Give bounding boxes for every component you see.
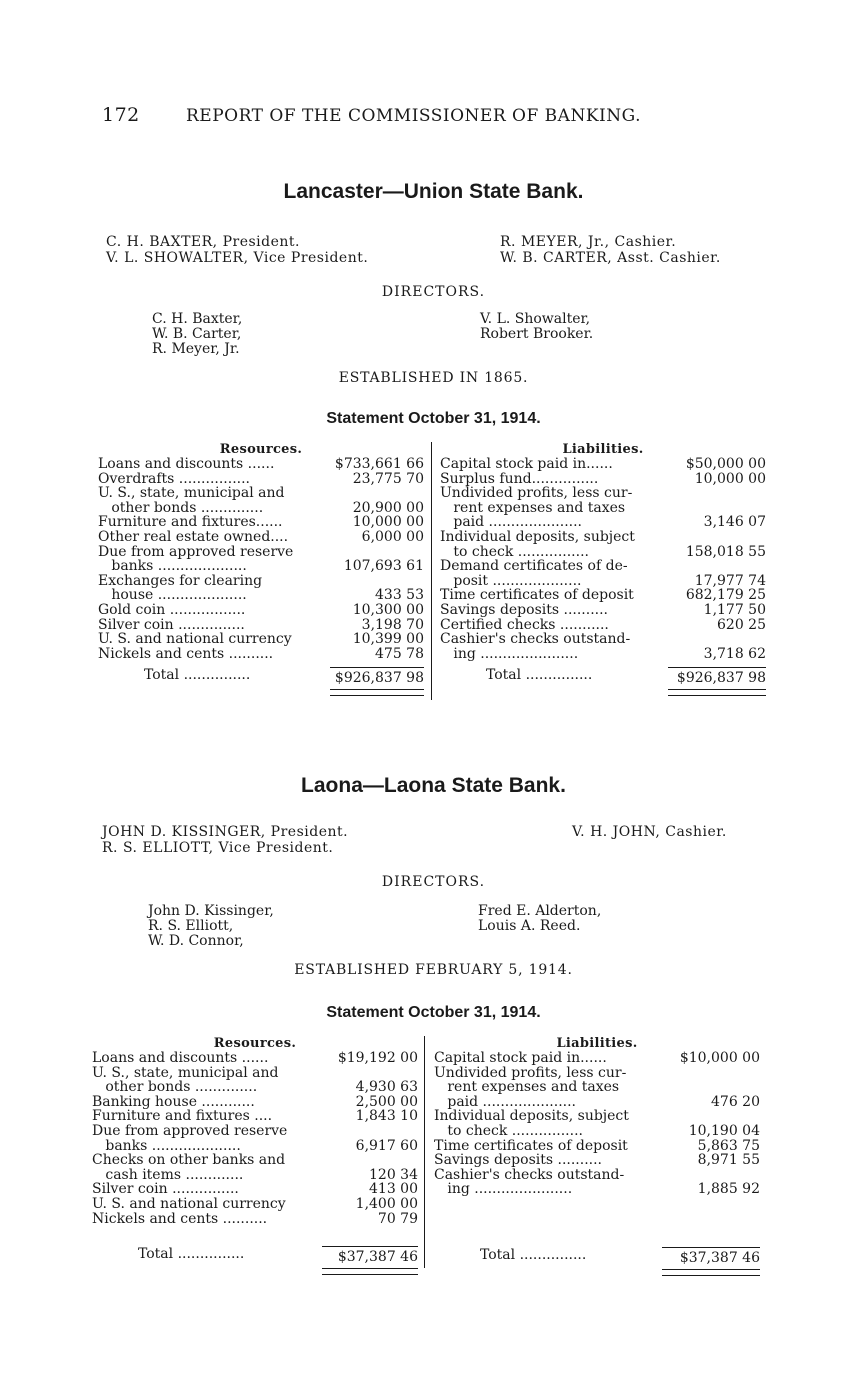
resources-heading: Resources. [213,1036,297,1051]
ledger-row [434,1139,760,1154]
ledger-amount: 10,399 00 [352,631,424,648]
officer-line: R. MEYER, Jr., Cashier. [500,234,677,250]
ledger-amount: 10,000 00 [352,514,424,531]
directors-heading: DIRECTORS. [381,284,486,300]
ledger-amount [666,1109,760,1124]
ledger-label: Overdrafts ................ [98,471,251,487]
directors-left [148,904,274,949]
ledger-label: Silver coin ............... [92,1182,239,1197]
ledger-label: U. S., state, municipal and [98,486,285,501]
ledger-label: Furniture and fixtures .... [92,1109,273,1124]
ledger-amount: 5,863 75 [697,1137,760,1154]
total-amount: $37,387 46 [662,1247,760,1266]
resources-heading: Resources. [219,442,303,457]
ledger-label: cash items ............. [92,1167,244,1183]
ledger-amount: 158,018 55 [685,543,766,560]
ledger-label: U. S., state, municipal and [92,1065,279,1081]
ledger-label: Surplus fund............... [440,471,599,487]
resources-column [98,442,424,696]
ledger-label: rent expenses and taxes [440,500,626,516]
ledger-amount: 70 79 [377,1210,418,1227]
director-name: W. B. Carter, [152,326,242,342]
page-header [102,104,722,126]
ledger-label: banks .................... [98,559,247,574]
ledger-row [98,632,424,647]
ledger-label: Savings deposits .......... [440,602,608,618]
director-name: Louis A. Reed. [478,918,581,934]
officers-right [572,824,727,840]
ledger-amount: 107,693 61 [343,558,424,575]
balance-sheet [0,1036,867,1281]
ledger-amount: 476 20 [711,1093,760,1110]
ledger-amount [324,1153,418,1168]
ledger-amount [330,545,424,560]
ledger-row [440,545,766,560]
ledger-amount: 6,000 00 [361,528,424,545]
ledger-row [98,530,424,545]
ledger-label: Capital stock paid in...... [440,457,613,472]
ledger-row [92,1168,418,1183]
ledger-row [92,1153,418,1168]
ledger-amount: 4,930 63 [355,1079,418,1096]
ledger-row [98,515,424,530]
ledger-label: ing ...................... [440,646,579,662]
ledger-label: other bonds .............. [98,500,264,516]
ledger-label: Individual deposits, subject [440,529,635,545]
ledger-label: Certified checks ........... [440,617,609,633]
ledger-label: Individual deposits, subject [434,1109,629,1124]
ledger-label: Cashier's checks outstand- [440,632,631,647]
ledger-row [440,632,766,647]
ledger-row [434,1109,760,1124]
ledger-label: Time certificates of deposit [440,588,634,603]
officer-line: JOHN D. KISSINGER, President. [102,824,349,840]
liabilities-total-row [440,667,766,686]
ledger-row [440,647,766,662]
total-label: Total ............... [480,1246,587,1263]
ledger-amount: 1,177 50 [703,601,766,618]
established-line: ESTABLISHED IN 1865. [338,370,529,386]
ledger-amount: 475 78 [375,645,424,662]
officers-left [106,234,368,266]
report-title: REPORT OF THE COMMISSIONER OF BANKING. [186,106,641,126]
ledger-amount [330,486,424,501]
officer-line: W. B. CARTER, Asst. Cashier. [500,250,721,266]
ledger-row [434,1095,760,1110]
directors-right [478,904,601,934]
ledger-label: Due from approved reserve [98,544,294,560]
ledger-amount [672,632,766,647]
ledger-amount: 10,300 00 [352,601,424,618]
ledger-label: Undivided profits, less cur- [434,1065,627,1081]
ledger-row [92,1124,418,1139]
balance-sheet [0,442,867,712]
ledger-row [98,618,424,633]
bank-section-laona [0,774,867,1281]
directors-left [152,312,242,357]
officers [0,824,867,864]
ledger-label: Undivided profits, less cur- [440,486,633,501]
ledger-row [434,1080,760,1095]
ledger-amount: 8,971 55 [697,1152,760,1169]
director-name: John D. Kissinger, [148,903,274,919]
directors-right [480,312,593,342]
ledger-label: posit .................... [440,573,582,589]
director-name: W. D. Connor, [148,933,244,949]
page-number: 172 [102,104,140,126]
ledger-label: other bonds .............. [92,1080,258,1095]
ledger-amount: 23,775 70 [352,470,424,487]
ledger-label: Silver coin ............... [98,617,245,633]
officer-line: C. H. BAXTER, President. [106,234,300,250]
ledger-label: Checks on other banks and [92,1153,286,1168]
directors-heading: DIRECTORS. [381,874,486,890]
ledger-row [92,1080,418,1095]
statement-title: Statement October 31, 1914. [326,1004,541,1021]
ledger-label: Capital stock paid in...... [434,1051,607,1066]
ledger-amount [324,1124,418,1139]
ledger-row [440,574,766,589]
ledger-amount [330,574,424,589]
ledger-amount: 620 25 [717,616,766,633]
ledger-amount [672,559,766,574]
bank-title: Lancaster—Union State Bank. [283,180,584,203]
liabilities-total-row [434,1247,760,1266]
ledger-row [440,559,766,574]
ledger-amount: 120 34 [369,1166,418,1183]
ledger-row [440,603,766,618]
established-line: ESTABLISHED FEBRUARY 5, 1914. [294,962,573,978]
ledger-label: Loans and discounts ...... [92,1051,269,1066]
liabilities-heading: Liabilities. [556,1036,638,1051]
ledger-label: ing ...................... [434,1182,573,1197]
ledger-amount: 20,900 00 [352,499,424,516]
ledger-label: Nickels and cents .......... [92,1211,268,1227]
ledger-row [92,1212,418,1227]
resources-total-row [98,667,424,686]
director-name: C. H. Baxter, [152,311,243,327]
ledger-amount: 1,400 00 [355,1195,418,1212]
ledger-row [92,1182,418,1197]
ledger-row [92,1139,418,1154]
liabilities-heading: Liabilities. [562,442,644,457]
ledger-row [434,1153,760,1168]
liabilities-list [440,457,766,661]
double-rule [662,1269,760,1276]
ledger-amount [672,530,766,545]
ledger-row [98,588,424,603]
ledger-amount: 3,198 70 [361,616,424,633]
officer-line: R. S. ELLIOTT, Vice President. [102,840,334,856]
total-label: Total ............... [486,667,593,684]
ledger-amount: 17,977 74 [694,572,766,589]
double-rule [322,1268,418,1275]
bank-section-lancaster [0,180,867,712]
officer-line: V. H. JOHN, Cashier. [572,824,727,840]
resources-total-row [92,1246,418,1265]
ledger-row [98,603,424,618]
ledger-row [92,1095,418,1110]
ledger-label: Banking house ............ [92,1094,255,1110]
ledger-amount: $50,000 00 [685,456,766,472]
ledger-label: Due from approved reserve [92,1123,288,1139]
ledger-label: Furniture and fixtures...... [98,515,283,530]
ledger-row [98,574,424,589]
ledger-amount: 1,885 92 [697,1181,760,1198]
ledger-label: U. S. and national currency [92,1196,286,1212]
ledger-row [92,1051,418,1066]
bank-title: Laona—Laona State Bank. [301,774,566,797]
officers [0,234,867,274]
director-name: R. S. Elliott, [148,918,234,934]
resources-column [92,1036,418,1275]
ledger-amount: 433 53 [375,587,424,604]
total-amount: $37,387 46 [322,1246,418,1265]
liabilities-column [440,442,766,696]
ledger-amount: 682,179 25 [685,587,766,604]
ledger-amount: 10,190 04 [688,1122,760,1139]
ledger-amount [672,486,766,501]
ledger-row [98,486,424,501]
ledger-amount [672,501,766,516]
resources-list [98,457,424,661]
officer-line: V. L. SHOWALTER, Vice President. [106,250,369,266]
ledger-row [440,486,766,501]
ledger-label: paid ..................... [440,515,583,530]
ledger-row [92,1197,418,1212]
ledger-row [440,472,766,487]
director-name: Robert Brooker. [480,326,594,342]
ledger-row [92,1066,418,1081]
ledger-label: Cashier's checks outstand- [434,1167,625,1183]
liabilities-column [434,1036,760,1276]
ledger-label: Time certificates of deposit [434,1138,628,1154]
column-divider [431,442,432,700]
ledger-row [440,501,766,516]
ledger-amount: 6,917 60 [355,1137,418,1154]
liabilities-list [434,1051,760,1197]
ledger-label: U. S. and national currency [98,632,292,647]
double-rule [330,689,424,696]
ledger-row [434,1182,760,1197]
ledger-amount [666,1168,760,1183]
ledger-amount: $10,000 00 [679,1050,760,1066]
ledger-row [434,1051,760,1066]
ledger-row [98,559,424,574]
ledger-amount [324,1066,418,1081]
ledger-label: Demand certificates of de- [440,559,628,574]
ledger-row [440,588,766,603]
ledger-row [440,530,766,545]
ledger-label: Other real estate owned.... [98,529,289,545]
directors [0,904,867,956]
ledger-row [98,472,424,487]
ledger-label: rent expenses and taxes [434,1080,620,1095]
total-label: Total ............... [144,667,251,684]
ledger-label: Nickels and cents .......... [98,646,274,662]
ledger-label: Gold coin ................. [98,602,246,618]
column-divider [424,1036,425,1268]
ledger-amount: $733,661 66 [334,456,424,472]
officers-left [102,824,348,856]
ledger-label: to check ................ [440,544,589,560]
double-rule [668,689,766,696]
director-name: V. L. Showalter, [480,311,591,327]
ledger-amount: 3,146 07 [703,514,766,531]
ledger-row [440,515,766,530]
ledger-label: Exchanges for clearing [98,573,263,589]
ledger-amount: 2,500 00 [355,1093,418,1110]
ledger-row [98,647,424,662]
officers-right [500,234,721,266]
total-label: Total ............... [138,1246,245,1263]
total-amount: $926,837 98 [330,667,424,686]
director-name: R. Meyer, Jr. [152,341,240,357]
ledger-amount [666,1066,760,1081]
ledger-label: paid ..................... [434,1094,577,1110]
ledger-amount: 10,000 00 [694,470,766,487]
ledger-row [434,1124,760,1139]
ledger-row [92,1109,418,1124]
directors [0,312,867,364]
ledger-row [434,1066,760,1081]
ledger-row [98,501,424,516]
ledger-label: Loans and discounts ...... [98,457,275,472]
ledger-label: Savings deposits .......... [434,1153,602,1168]
ledger-row [440,618,766,633]
director-name: Fred E. Alderton, [478,903,602,919]
ledger-label: house .................... [98,588,247,603]
ledger-amount: 1,843 10 [355,1108,418,1125]
resources-list [92,1051,418,1226]
ledger-row [98,545,424,560]
ledger-row [440,457,766,472]
ledger-amount: 413 00 [369,1181,418,1198]
ledger-row [434,1168,760,1183]
ledger-label: to check ................ [434,1123,583,1139]
statement-title: Statement October 31, 1914. [326,410,541,427]
ledger-amount: $19,192 00 [337,1050,418,1066]
ledger-amount [666,1080,760,1095]
ledger-row [98,457,424,472]
ledger-amount: 3,718 62 [703,645,766,662]
total-amount: $926,837 98 [668,667,766,686]
ledger-label: banks .................... [92,1138,241,1154]
